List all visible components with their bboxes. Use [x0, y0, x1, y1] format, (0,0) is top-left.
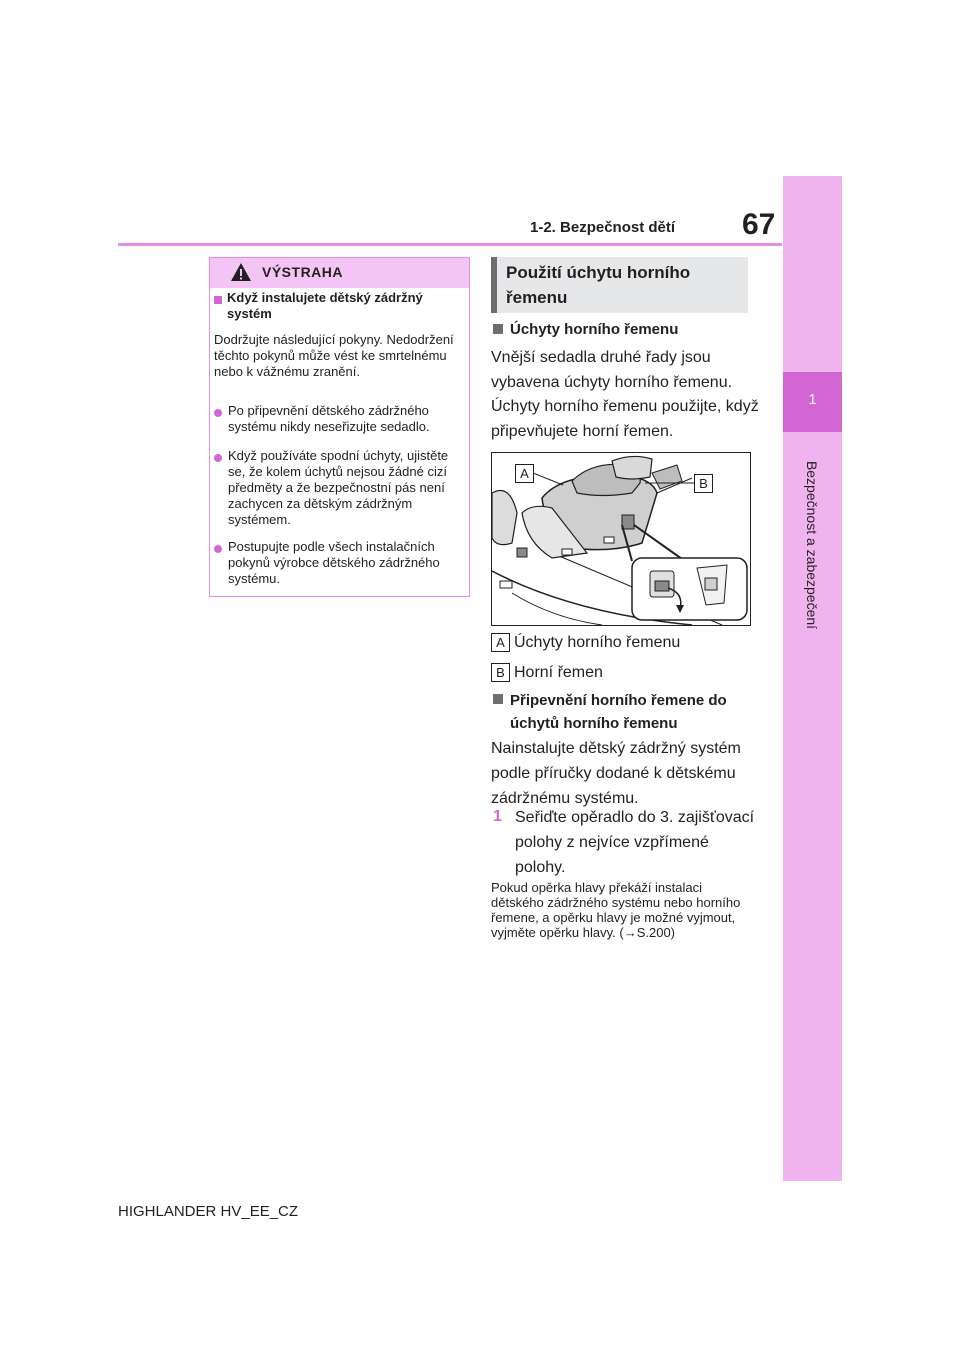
- legend-text-b: Horní řemen: [514, 664, 603, 681]
- side-tab-title: Bezpečnost a zabezpečení: [804, 460, 820, 630]
- page-number: 67: [742, 208, 776, 241]
- paragraph-anchors-usage: Úchyty horního řemenu použijte, když připevňujete horní řemen.: [491, 398, 759, 440]
- warning-text: Dodržujte následující pokyny. Nedodržení těchto pokynů může vést ke smrtelnému nebo k vážnému zranění.: [214, 332, 454, 379]
- side-tab: [783, 176, 842, 1181]
- warning-triangle-icon: [230, 262, 252, 282]
- subheading-square: [493, 324, 503, 334]
- paragraph-anchors-location: Vnější sedadla druhé řady jsou vybavena úchyty horního řemenu.: [491, 349, 733, 391]
- section-heading: Použití úchytu horního řemenu: [506, 263, 691, 307]
- warning-bullet-dot: [214, 409, 222, 417]
- warning-bullet-1: Po připevnění dětského zádržného systému nikdy neseřizujte sedadlo.: [228, 403, 430, 434]
- figure-leader-a: [533, 470, 573, 490]
- figure-leader-b: [645, 478, 695, 490]
- legend-key-b: B: [491, 663, 510, 682]
- figure-label-a: A: [515, 464, 534, 483]
- legend-key-a: A: [491, 633, 510, 652]
- warning-bullet-2: Když používáte spodní úchyty, ujistěte se, že kolem úchytů nejsou žádné cizí předměty a že bezpečnostní pás není zachycen za dětským zádržným systémem.: [228, 448, 449, 527]
- step-text: Seřiďte opěradlo do 3. zajišťovací polohy z nejvíce vzpřímené polohy.: [515, 809, 755, 876]
- warning-bullet-dot: [214, 545, 222, 553]
- warning-title: VÝSTRAHA: [262, 264, 344, 280]
- side-tab-number: 1: [808, 391, 817, 408]
- subheading-square: [493, 694, 503, 704]
- warning-bullet-3: Postupujte podle všech instalačních pokynů výrobce dětského zádržného systému.: [228, 539, 440, 586]
- legend-text-a: Úchyty horního řemenu: [514, 634, 681, 651]
- step-number: 1: [493, 808, 502, 825]
- subheading-anchors: Úchyty horního řemenu: [510, 321, 679, 338]
- section-heading-bar: [491, 257, 497, 313]
- header-rule: [118, 243, 782, 246]
- warning-square-bullet: [214, 296, 222, 304]
- figure-label-b: B: [694, 474, 713, 493]
- subheading-attach: Připevnění horního řemene do úchytů horního řemenu: [510, 692, 727, 732]
- footer-model: HIGHLANDER HV_EE_CZ: [118, 1203, 299, 1220]
- section-header: 1-2. Bezpečnost dětí: [530, 219, 676, 236]
- warning-bullet-dot: [214, 454, 222, 462]
- paragraph-install: Nainstalujte dětský zádržný systém podle příručky dodané k dětskému zádržnému systému.: [491, 740, 741, 807]
- warning-heading: Když instalujete dětský zádržný systém: [227, 290, 423, 321]
- note-text: Pokud opěrka hlavy překáží instalaci dětského zádržného systému nebo horního řemene, a opěrku hlavy je možné vyjmout, vyjměte opěrku hlavy. (→S.200): [491, 880, 741, 940]
